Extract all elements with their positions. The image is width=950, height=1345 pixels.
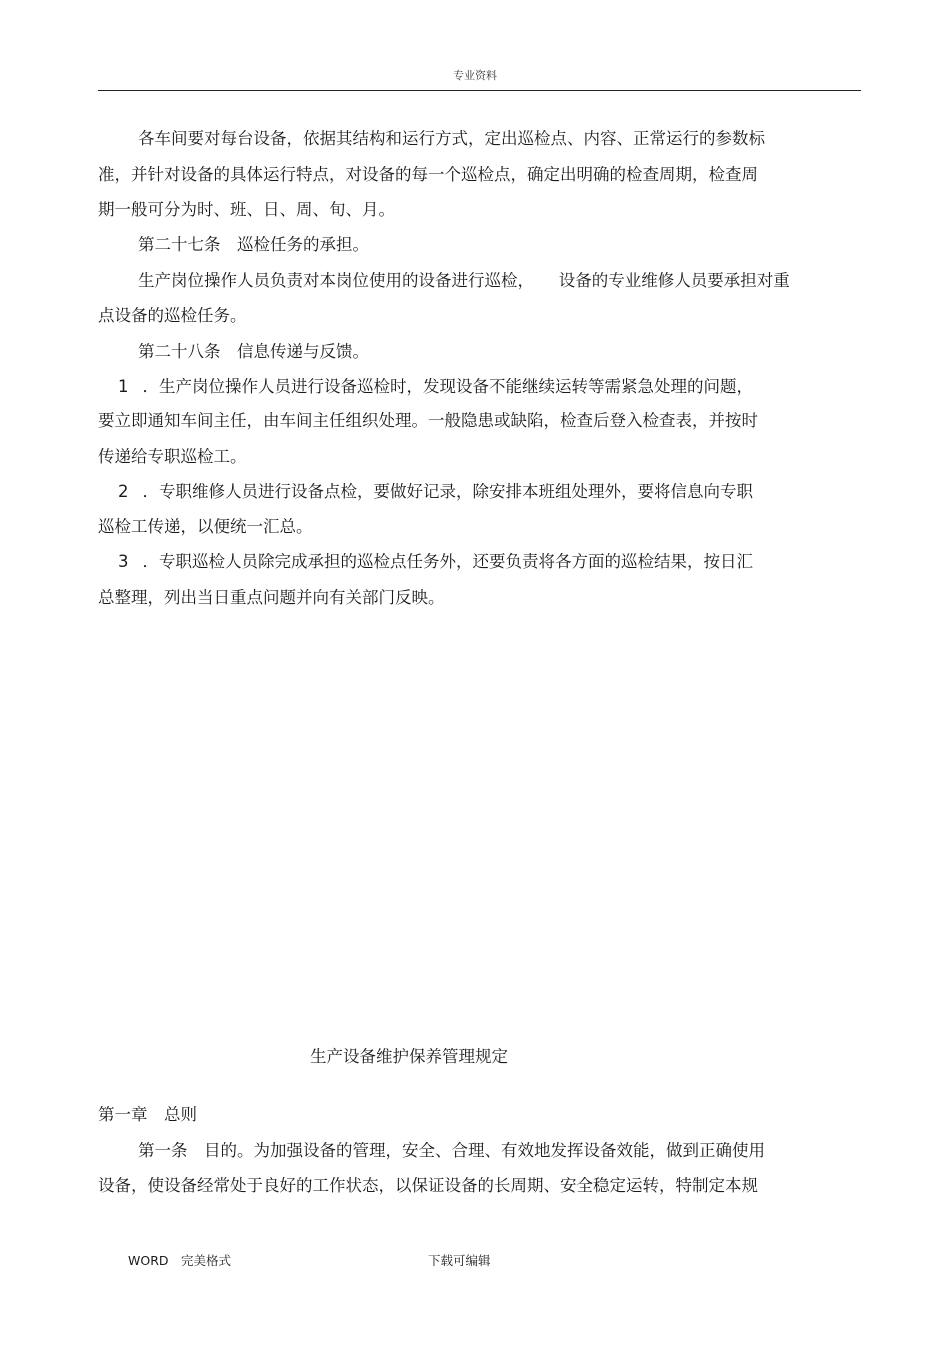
list-item-number: 1	[118, 377, 129, 396]
chapter-heading: 第一章 总则	[98, 1105, 197, 1124]
paragraph-line: 巡检工传递，以便统一汇总。	[98, 517, 313, 536]
section-title: 生产设备维护保养管理规定	[310, 1047, 508, 1066]
paragraph-line: 要立即通知车间主任，由车间主任组织处理。一般隐患或缺陷，检查后登入检查表，并按时	[98, 411, 758, 430]
paragraph-line: 准，并针对设备的具体运行特点，对设备的每一个巡检点，确定出明确的检查周期，检查周	[98, 165, 758, 184]
paragraph-line: 生产岗位操作人员负责对本岗位使用的设备进行巡检， 设备的专业维修人员要承担对重	[138, 271, 790, 290]
page-header-label: 专业资料	[453, 69, 497, 82]
paragraph-line: 各车间要对每台设备，依据其结构和运行方式，定出巡检点、内容、正常运行的参数标	[138, 129, 765, 148]
paragraph-line: 期一般可分为时、班、日、周、旬、月。	[98, 200, 395, 219]
list-item-text: ．生产岗位操作人员进行设备巡检时，发现设备不能继续运转等需紧急处理的问题，	[142, 377, 753, 396]
footer-right-label: 下载可编辑	[428, 1253, 491, 1268]
list-item-number: 3	[118, 552, 129, 571]
list-item-text: ．专职巡检人员除完成承担的巡检点任务外，还要负责将各方面的巡检结果，按日汇	[142, 552, 753, 571]
header-divider	[98, 90, 861, 91]
footer-left-label: WORD 完美格式	[128, 1253, 232, 1268]
paragraph-line: 传递给专职巡检工。	[98, 447, 247, 466]
list-item	[118, 551, 753, 573]
article-28-heading: 第二十八条 信息传递与反馈。	[138, 342, 369, 361]
paragraph-line: 第一条 目的。为加强设备的管理，安全、合理、有效地发挥设备效能，做到正确使用	[138, 1141, 765, 1160]
list-item-number: 2	[118, 482, 129, 501]
paragraph-line: 设备，使设备经常处于良好的工作状态，以保证设备的长周期、安全稳定运转，特制定本规	[98, 1176, 758, 1195]
list-item	[118, 376, 753, 398]
list-item-text: ．专职维修人员进行设备点检，要做好记录，除安排本班组处理外，要将信息向专职	[142, 482, 753, 501]
article-27-heading: 第二十七条 巡检任务的承担。	[138, 235, 369, 254]
list-item	[118, 481, 753, 503]
paragraph-line: 总整理，列出当日重点问题并向有关部门反映。	[98, 588, 445, 607]
paragraph-line: 点设备的巡检任务。	[98, 306, 247, 325]
